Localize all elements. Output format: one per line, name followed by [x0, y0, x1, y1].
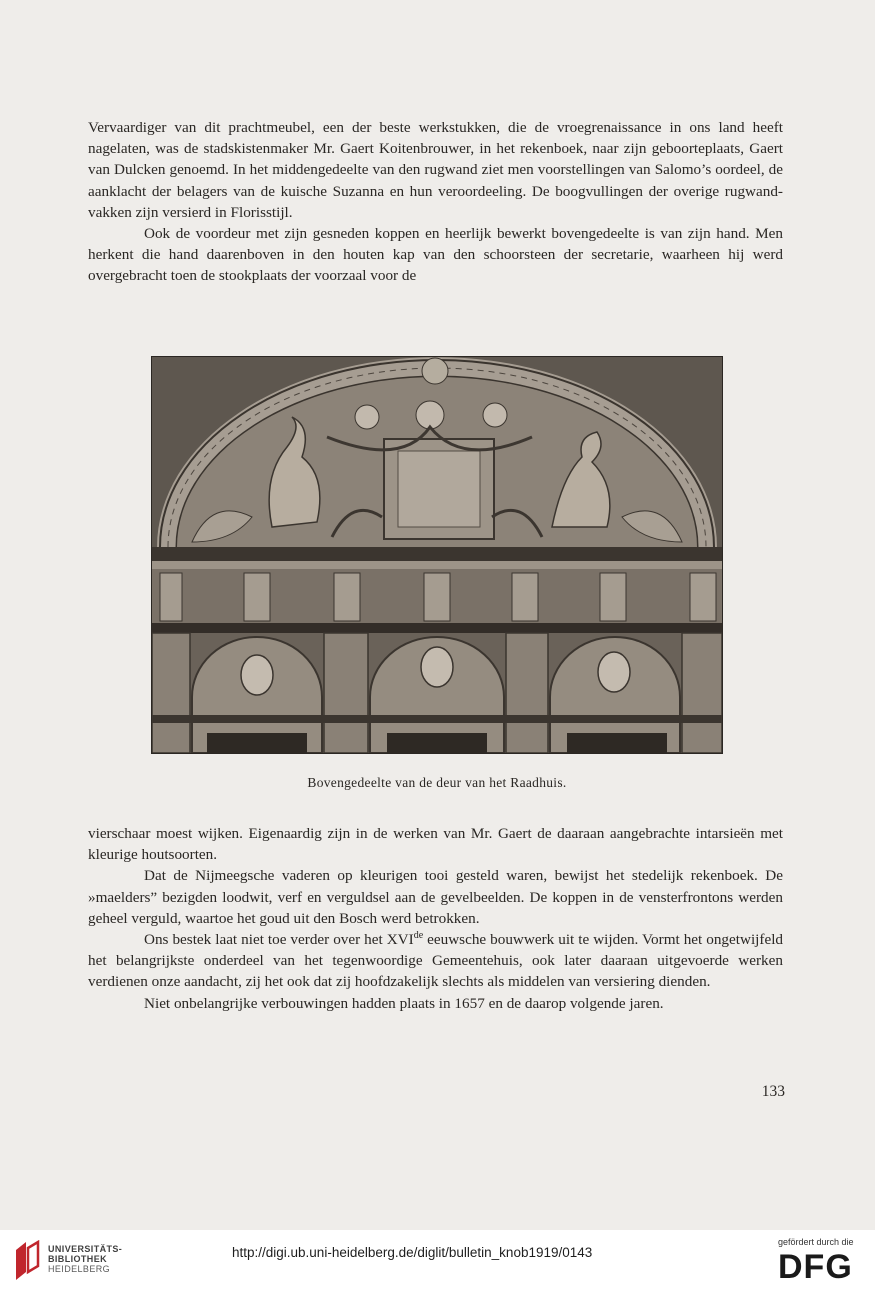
funder-note: gefördert durch die [778, 1237, 854, 1247]
paragraph: Vervaardiger van dit prachtmeubel, een der beste werkstukken, die de vroegrenaissance in ons land heeft nagelaten, was de stadskistenmaker Mr. Gaert Koitenbrouwer, in het rekenboek, naar zijn geboorteplaats, Gaert van Dulcken genoemd. In het middengedeelte van den rugwand ziet men voorstellingen van Salomo’s oordeel, de aanklacht der belagers van de kuische Suzanna en hun veroordeeling. De boogvullingen der overige rugwand-vakken zijn versierd in Florisstijl. [88, 119, 783, 221]
page-number: 133 [761, 1083, 785, 1100]
paragraph-text: eeuwsche bouwwerk uit te wijden. Vormt het ongetwijfeld het belangrijkste onderdeel van het tegenwoordige Gemeentehuis, ook later daaraan uitgevoerde werken verdienen onze aandacht, zij het ook dat zij hoofdzakelijk slechts als middelen van versiering dienden. [88, 931, 784, 991]
door-top-photograph [151, 356, 723, 754]
paragraph [88, 929, 783, 993]
figure-caption: Bovengedeelte van de deur van het Raadhuis. [307, 775, 567, 790]
library-name [48, 1244, 122, 1274]
university-library-logo-icon [12, 1240, 42, 1282]
paragraph: Niet onbelangrijke verbouwingen hadden plaats in 1657 en de daarop volgende jaren. [144, 994, 664, 1012]
text-block-bottom [88, 823, 783, 1014]
paragraph: Dat de Nijmeegsche vaderen op kleurigen tooi gesteld waren, bewijst het stedelijk rekenboek. De »maelders” bezigden loodwit, verf en verguldsel aan de gevelbeelden. De koppen in de vensterfrontons werden geheel verguld, waartoe het goud uit den Bosch werd betrokken. [88, 867, 783, 927]
paragraph: Ook de voordeur met zijn gesneden koppen en heerlijk bewerkt bovengedeelte is van zijn hand. Men herkent die hand daarenboven in den houten kap van den schoorsteen der secretarie, waarheen hij werd overgebracht toen de stookplaats der voorzaal voor de [88, 225, 783, 285]
permalink-url[interactable]: http://digi.ub.uni-heidelberg.de/diglit/bulletin_knob1919/0143 [232, 1245, 593, 1260]
paragraph-text: Ons bestek laat niet toe verder over het XVI [144, 931, 414, 949]
superscript: de [413, 929, 424, 941]
paragraph: vierschaar moest wijken. Eigenaardig zijn in de werken van Mr. Gaert de daaraan aangebrachte intarsieën met kleurige houtsoorten. [88, 825, 783, 864]
carved-door-illustration [152, 357, 722, 753]
text-block-top [88, 117, 783, 287]
library-name-line: BIBLIOTHEK [48, 1254, 107, 1264]
dfg-logo: DFG [778, 1248, 853, 1286]
library-name-line: UNIVERSITÄTS- [48, 1244, 123, 1254]
library-name-line: HEIDELBERG [48, 1264, 111, 1274]
footer-bar [0, 1230, 875, 1293]
